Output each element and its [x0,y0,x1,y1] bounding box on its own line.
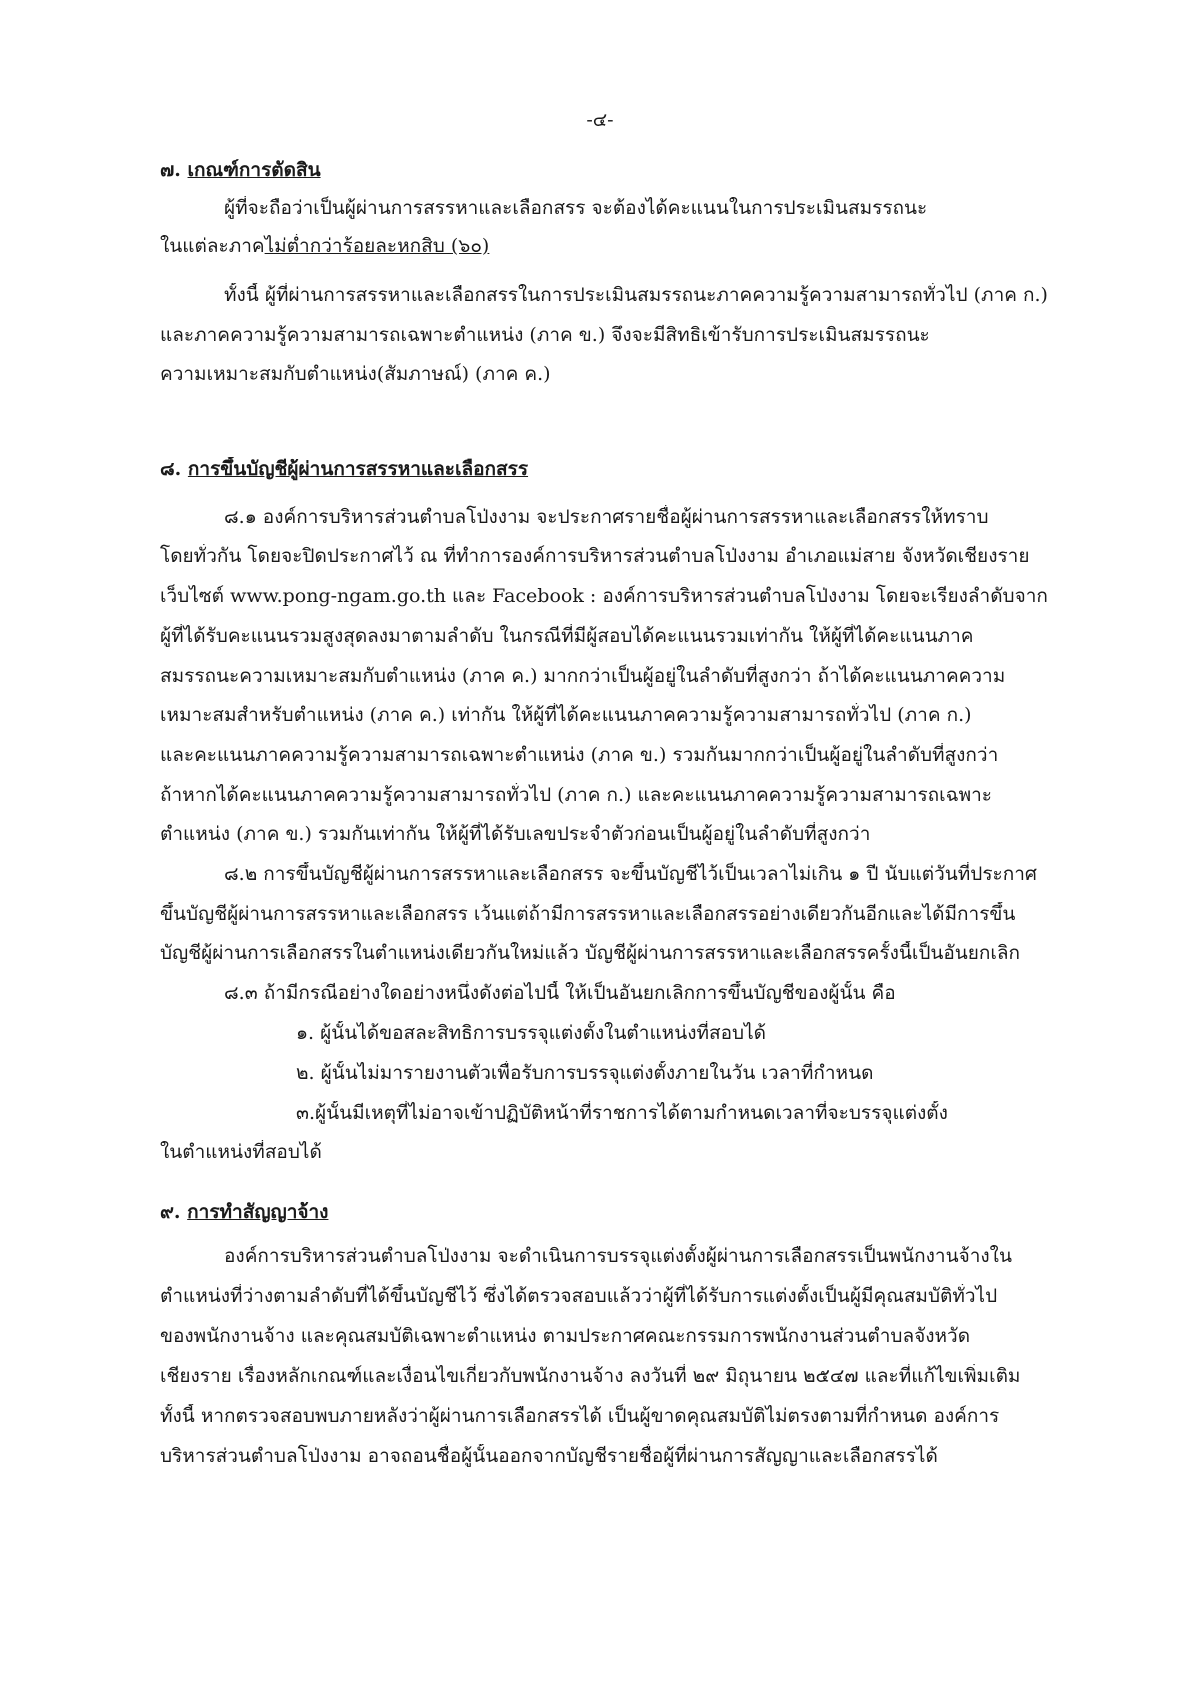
page-number: -๔- [586,109,614,131]
section-7-paragraph-line [160,234,1100,258]
section-8-title: การขึ้นบัญชีผู้ผ่านการสรรหาและเลือกสรร [187,458,529,480]
section-7-paragraph-line: ทั้งนี้ ผู้ที่ผ่านการสรรหาและเลือกสรรในการประเมินสมรรถนะภาคความรู้ความสามารถทั่วไป (ภาค ก.) [224,284,1048,306]
section-7-heading [160,158,1100,182]
section-8-paragraph-line: และคะแนนภาคความรู้ความสามารถเฉพาะตำแหน่ง (ภาค ข.) รวมกันมากกว่าเป็นผู้อยู่ในลำดับที่สูงกว่า [160,744,999,766]
section-8-heading [160,457,1100,481]
section-8-paragraph-line: ขึ้นบัญชีผู้ผ่านการสรรหาและเลือกสรร เว้นแต่ถ้ามีการสรรหาและเลือกสรรอย่างเดียวกันอีกและได้มีการขึ้น [160,903,1016,925]
section-7-paragraph-line: ผู้ที่จะถือว่าเป็นผู้ผ่านการสรรหาและเลือกสรร จะต้องได้คะแนนในการประเมินสมรรถนะ [224,197,928,219]
section-9-paragraph-line: บริหารส่วนตำบลโป่งงาม อาจถอนชื่อผู้นั้นออกจากบัญชีรายชื่อผู้ที่ผ่านการสัญญาและเลือกสรรได้ [160,1445,938,1467]
section-8-paragraph-line: ตำแหน่ง (ภาค ข.) รวมกันเท่ากัน ให้ผู้ที่ได้รับเลขประจำตัวก่อนเป็นผู้อยู่ในลำดับที่สูงกว่า [160,823,871,845]
section-7-paragraph-line: และภาคความรู้ความสามารถเฉพาะตำแหน่ง (ภาค ข.) จึงจะมีสิทธิเข้ารับการประเมินสมรรถนะ [160,324,930,346]
section-9-number: ๙. [160,1201,181,1223]
section-8-paragraph-line: ๘.๓ ถ้ามีกรณีอย่างใดอย่างหนึ่งดังต่อไปนี้ ให้เป็นอันยกเลิกการขึ้นบัญชีของผู้นั้น คือ [224,982,896,1004]
section-8-number: ๘. [160,458,182,480]
section-8-paragraph-line: เว็บไซต์ www.pong-ngam.go.th และ Facebook : องค์การบริหารส่วนตำบลโป่งงาม โดยจะเรียงลำดับจาก [160,585,1048,607]
section-9-paragraph-line: เชียงราย เรื่องหลักเกณฑ์และเงื่อนไขเกี่ยวกับพนักงานจ้าง ลงวันที่ ๒๙ มิถุนายน ๒๕๔๗ และที่แก้ไขเพิ่มเติม [160,1365,1021,1387]
section-8-paragraph-line: ๘.๑ องค์การบริหารส่วนตำบลโป่งงาม จะประกาศรายชื่อผู้ผ่านการสรรหาและเลือกสรรให้ทราบ [224,506,989,528]
section-8-paragraph-line: ถ้าหากได้คะแนนภาคความรู้ความสามารถทั่วไป (ภาค ก.) และคะแนนภาคความรู้ความสามารถเฉพาะ [160,784,993,806]
section-7-paragraph-line: ความเหมาะสมกับตำแหน่ง(สัมภาษณ์) (ภาค ค.) [160,363,551,385]
section-9-paragraph-line: ทั้งนี้ หากตรวจสอบพบภายหลังว่าผู้ผ่านการเลือกสรรได้ เป็นผู้ขาดคุณสมบัติไม่ตรงตามที่กำหนด องค์การ [160,1405,1000,1427]
section-9-heading [160,1200,1100,1224]
section-9-title: การทำสัญญาจ้าง [187,1201,329,1223]
section-9-paragraph-line: องค์การบริหารส่วนตำบลโป่งงาม จะดำเนินการบรรจุแต่งตั้งผู้ผ่านการเลือกสรรเป็นพนักงานจ้างใน [224,1245,1012,1267]
section-7-text: ในแต่ละภาค [160,235,265,257]
section-7-title: เกณฑ์การตัดสิน [187,159,321,181]
section-9-paragraph-line: ของพนักงานจ้าง และคุณสมบัติเฉพาะตำแหน่ง ตามประกาศคณะกรรมการพนักงานส่วนตำบลจังหวัด [160,1325,971,1347]
section-7-underlined-text: ไม่ต่ำกว่าร้อยละหกสิบ (๖๐) [264,235,490,257]
section-8-paragraph-line: ในตำแหน่งที่สอบได้ [160,1141,322,1163]
section-8-paragraph-line: ผู้ที่ได้รับคะแนนรวมสูงสุดลงมาตามลำดับ ในกรณีที่มีผู้สอบได้คะแนนรวมเท่ากัน ให้ผู้ที่ได้คะแนนภาค [160,625,974,647]
section-8-list-item: ๒. ผู้นั้นไม่มารายงานตัวเพื่อรับการบรรจุแต่งตั้งภายในวัน เวลาที่กำหนด [296,1062,874,1084]
section-7-number: ๗. [160,159,181,181]
section-8-list-item: ๓.ผู้นั้นมีเหตุที่ไม่อาจเข้าปฏิบัติหน้าที่ราชการได้ตามกำหนดเวลาที่จะบรรจุแต่งตั้ง [296,1102,948,1124]
section-9-paragraph-line: ตำแหน่งที่ว่างตามลำดับที่ได้ขึ้นบัญชีไว้ ซึ่งได้ตรวจสอบแล้วว่าผู้ที่ได้รับการแต่งตั้งเป็นผู้มีคุณสมบัติทั่วไป [160,1285,998,1307]
section-8-paragraph-line: เหมาะสมสำหรับตำแหน่ง (ภาค ค.) เท่ากัน ให้ผู้ที่ได้คะแนนภาคความรู้ความสามารถทั่วไป (ภาค ก.) [160,704,972,726]
section-8-paragraph-line: โดยทั่วกัน โดยจะปิดประกาศไว้ ณ ที่ทำการองค์การบริหารส่วนตำบลโป่งงาม อำเภอแม่สาย จังหวัดเชียงราย [160,545,1030,567]
section-8-list-item: ๑. ผู้นั้นได้ขอสละสิทธิการบรรจุแต่งตั้งในตำแหน่งที่สอบได้ [296,1022,766,1044]
section-8-paragraph-line: สมรรถนะความเหมาะสมกับตำแหน่ง (ภาค ค.) มากกว่าเป็นผู้อยู่ในลำดับที่สูงกว่า ถ้าได้คะแนนภาคความ [160,665,1006,687]
section-8-paragraph-line: ๘.๒ การขึ้นบัญชีผู้ผ่านการสรรหาและเลือกสรร จะขึ้นบัญชีไว้เป็นเวลาไม่เกิน ๑ ปี นับแต่วันที่ประกาศ [224,863,1037,885]
section-8-paragraph-line: บัญชีผู้ผ่านการเลือกสรรในตำแหน่งเดียวกันใหม่แล้ว บัญชีผู้ผ่านการสรรหาและเลือกสรรครั้งนี้เป็นอันยกเลิก [160,942,1021,964]
